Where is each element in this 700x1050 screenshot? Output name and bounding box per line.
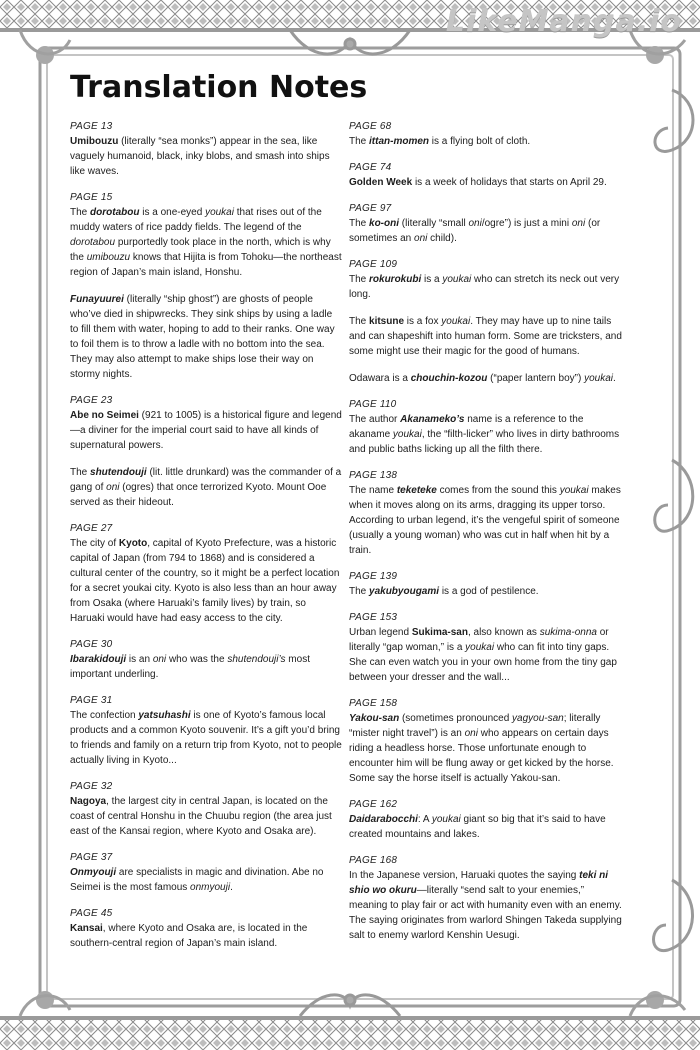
term: ittan-momen	[369, 136, 430, 147]
watermark-logo: LikeManga.io	[445, 4, 682, 39]
page-label: PAGE 32	[70, 781, 113, 792]
note-text: giant so big that it’s said to have created mountains and lakes.	[349, 814, 606, 840]
note-text: (sometimes pronounced	[399, 713, 513, 724]
page-label: PAGE 15	[70, 192, 113, 203]
note-text: The confection	[70, 710, 139, 721]
note-page-110	[349, 398, 625, 457]
note-text: is a week of holidays that starts on April 29.	[412, 177, 607, 188]
term: oni	[414, 233, 428, 244]
page-label: PAGE 45	[70, 908, 113, 919]
note-text: is a god of pestilence.	[439, 586, 539, 597]
note-text: .	[613, 373, 616, 384]
term: youkai	[392, 429, 422, 440]
term: youkai	[559, 485, 589, 496]
page-label: PAGE 27	[70, 523, 113, 534]
term: Kansai	[70, 923, 103, 934]
term: oni	[468, 218, 482, 229]
page-label: PAGE 31	[70, 695, 113, 706]
note-text: (ogres) that once terrorized Kyoto. Mount Ooe served as their hideout.	[70, 482, 327, 508]
note-text: name is a reference to the akaname	[349, 414, 584, 440]
note-text: are specialists in magic and divination. Abe no Seimei is the most famous	[70, 867, 324, 893]
term: Nagoya	[70, 796, 107, 807]
note-text: that rises out of the muddy waters of rice paddy fields. The legend of the	[70, 207, 322, 233]
note-text: makes when it moves along on its arms, dragging its upper torso. According to urban legend, it’s the vengeful spirit of someone (usually a young woman) who was cut in half when hit by a train.	[349, 485, 621, 556]
note-page-158	[349, 697, 625, 786]
note-text: (lit. little drunkard) was the commander of a gang of	[70, 467, 342, 493]
term: yatsuhashi	[138, 710, 191, 721]
term: Umibouzu	[70, 136, 119, 147]
term: Golden Week	[349, 177, 413, 188]
note-page-31	[70, 694, 342, 768]
left-column	[70, 120, 342, 963]
term: yakubyougami	[369, 586, 440, 597]
note-text: (or sometimes an	[349, 218, 601, 244]
page-label: PAGE 162	[349, 799, 398, 810]
note-text: /ogre”) is just a mini	[481, 218, 572, 229]
term: Onmyouji	[70, 867, 117, 878]
note-page-97	[349, 202, 625, 246]
note-text: The name	[349, 485, 397, 496]
page-label: PAGE 23	[70, 395, 113, 406]
term: dorotabou	[70, 237, 116, 248]
term: Sukima-san	[411, 627, 468, 638]
term: oni	[571, 218, 586, 229]
note-page-15	[70, 191, 342, 382]
term: onmyouji	[190, 882, 231, 893]
note-text: who can stretch its neck out very long.	[349, 274, 620, 300]
term: youkai	[442, 274, 472, 285]
term: Abe no Seimei	[70, 410, 139, 421]
page-label: PAGE 158	[349, 698, 398, 709]
term: oni	[464, 728, 478, 739]
note-page-32	[70, 780, 342, 839]
note-text: who can fit into tiny gaps. She can even watch you in your own home from the tiny gap between your dresser and the wall...	[349, 642, 617, 683]
note-text: most important underling.	[70, 654, 310, 680]
term: youkai	[205, 207, 234, 218]
term: Kyoto	[118, 538, 148, 549]
note-text: (921 to 1005) is a historical figure and legend—a diviner for the imperial court said to have all kinds of supernatural powers.	[70, 410, 342, 451]
term: dorotabou	[90, 207, 140, 218]
term: youkai	[441, 316, 471, 327]
term: Akanameko’s	[400, 414, 465, 425]
note-text: is a	[421, 274, 443, 285]
term: shutendouji’s	[227, 654, 286, 665]
note-text: The	[349, 274, 370, 285]
term: Yakou-san	[349, 713, 400, 724]
page-label: PAGE 37	[70, 852, 113, 863]
note-text: who was the	[166, 654, 228, 665]
note-text: is a flying bolt of cloth.	[429, 136, 531, 147]
note-text: is one of Kyoto’s famous local products and a common Kyoto souvenir. It’s a gift you’d bring to friends and family on a return trip from Kyoto, not to people actually living in Kyoto...	[70, 710, 342, 766]
top-center-flourish	[290, 30, 410, 54]
note-text: is a one-eyed	[139, 207, 206, 218]
page-label: PAGE 138	[349, 470, 398, 481]
note-text: who appears on certain days riding a headless horse. Those unfortunate enough to encounter him will be flung away or get kicked by the horse. Some say the horse itself is actually Yakou-san.	[349, 728, 614, 784]
note-text: The	[349, 136, 370, 147]
page-label: PAGE 109	[349, 259, 398, 270]
note-page-74	[349, 161, 625, 190]
note-text: The author	[349, 414, 401, 425]
page-label: PAGE 139	[349, 571, 398, 582]
note-text: , where Kyoto and Osaka are, is located in the southern-central region of Japan’s main island.	[70, 923, 308, 949]
note-page-30	[70, 638, 342, 682]
note-page-13	[70, 120, 342, 179]
note-text: , the largest city in central Japan, is located on the coast of central Honshu in the Chuubu region (the area just east of the Kansai region, where Kyoto and Osaka are).	[70, 796, 332, 837]
term: youkai	[584, 373, 613, 384]
page-label: PAGE 13	[70, 121, 113, 132]
bottom-lattice-band	[0, 1018, 700, 1050]
page-label: PAGE 30	[70, 639, 113, 650]
note-text: or literally “gap woman,” is a	[349, 627, 609, 653]
term: Ibarakidouji	[70, 654, 127, 665]
note-text: The city of	[70, 538, 119, 549]
note-page-68	[349, 120, 625, 149]
note-page-168	[349, 854, 625, 943]
note-text: , the “filth-licker” who lives in dirty bathrooms and public baths licking up all the filth there.	[349, 429, 620, 455]
right-column	[349, 120, 625, 955]
note-text: . They may have up to nine tails and can shapeshift into human form. Some are tricksters, and some might use their magic for the good of humans.	[349, 316, 622, 357]
term: Daidarabocchi	[349, 814, 418, 825]
note-page-109	[349, 258, 625, 386]
note-page-153	[349, 611, 625, 685]
note-page-162	[349, 798, 625, 842]
note-text: Odawara is a	[349, 373, 411, 384]
note-text: .	[230, 882, 233, 893]
note-text: is a fox	[404, 316, 442, 327]
note-text: The	[349, 218, 370, 229]
note-text: comes from the sound this	[436, 485, 560, 496]
term: Funayuurei	[70, 294, 124, 305]
note-text: The	[349, 316, 370, 327]
term: youkai	[465, 642, 495, 653]
note-text: : A	[417, 814, 432, 825]
note-text: (literally “small	[399, 218, 469, 229]
term: sukima-onna	[539, 627, 597, 638]
note-text: The	[349, 586, 370, 597]
term: umibouzu	[86, 252, 131, 263]
page-label: PAGE 74	[349, 162, 392, 173]
page-title: Translation Notes	[70, 70, 368, 105]
note-page-138	[349, 469, 625, 558]
note-page-45	[70, 907, 342, 951]
note-page-37	[70, 851, 342, 895]
note-text: , capital of Kyoto Prefecture, was a historic capital of Japan (from 794 to 1868) and is considered a cultural center of the country, so it might be a perfect location for a secret youkai city. Kyoto is also less than an hour away from Osaka (where Haruaki’s family lives) by train, so Haruaki would have had easy access to the city.	[70, 538, 340, 624]
note-text: ; literally “mister night travel”) is an	[349, 713, 601, 739]
term: shutendouji	[90, 467, 147, 478]
note-page-27	[70, 522, 342, 626]
note-text: The	[70, 207, 91, 218]
note-text: Urban legend	[349, 627, 412, 638]
term: teki ni shio wo okuru	[349, 870, 609, 896]
note-page-23	[70, 394, 342, 510]
note-page-139	[349, 570, 625, 599]
note-text: (literally “ship ghost”) are ghosts of people who’ve died in shipwrecks. They sink ships by using a ladle to fill them with water, hoping to add to their ranks. One way to foil them is to throw a ladle with no bottom into the sea. They may also attempt to make ships lose their way on stormy nights.	[70, 294, 335, 380]
note-text: is an	[126, 654, 153, 665]
term: ko-oni	[369, 218, 400, 229]
page-label: PAGE 68	[349, 121, 392, 132]
term: teketeke	[396, 485, 437, 496]
note-text: knows that Hijita is from Tohoku—the northeast region of Japan’s main island, Honshu.	[70, 252, 342, 278]
note-text: purportedly took place in the north, which is why the	[70, 237, 331, 263]
note-text: child).	[427, 233, 457, 244]
term: kitsune	[369, 316, 405, 327]
page-label: PAGE 97	[349, 203, 392, 214]
page-label: PAGE 110	[349, 399, 397, 410]
term: oni	[106, 482, 120, 493]
note-text: —literally “send salt to your enemies,” meaning to play fair or act with humanity even with an enemy. The saying originates from warlord Shingen Takeda supplying salt to enemy warlord Kenshin Uesugi.	[349, 885, 622, 941]
term: youkai	[431, 814, 461, 825]
note-text: The	[70, 467, 91, 478]
term: chouchin-kozou	[410, 373, 488, 384]
term: rokurokubi	[369, 274, 422, 285]
note-text: In the Japanese version, Haruaki quotes the saying	[349, 870, 580, 881]
note-text: (“paper lantern boy”)	[487, 373, 585, 384]
page-label: PAGE 153	[349, 612, 398, 623]
note-text: , also known as	[467, 627, 540, 638]
page-label: PAGE 168	[349, 855, 398, 866]
term: oni	[152, 654, 167, 665]
note-text: (literally “sea monks”) appear in the sea, like vaguely humanoid, black, inky blobs, and smash into ships like waves.	[70, 136, 330, 177]
term: yagyou-san	[512, 713, 564, 724]
